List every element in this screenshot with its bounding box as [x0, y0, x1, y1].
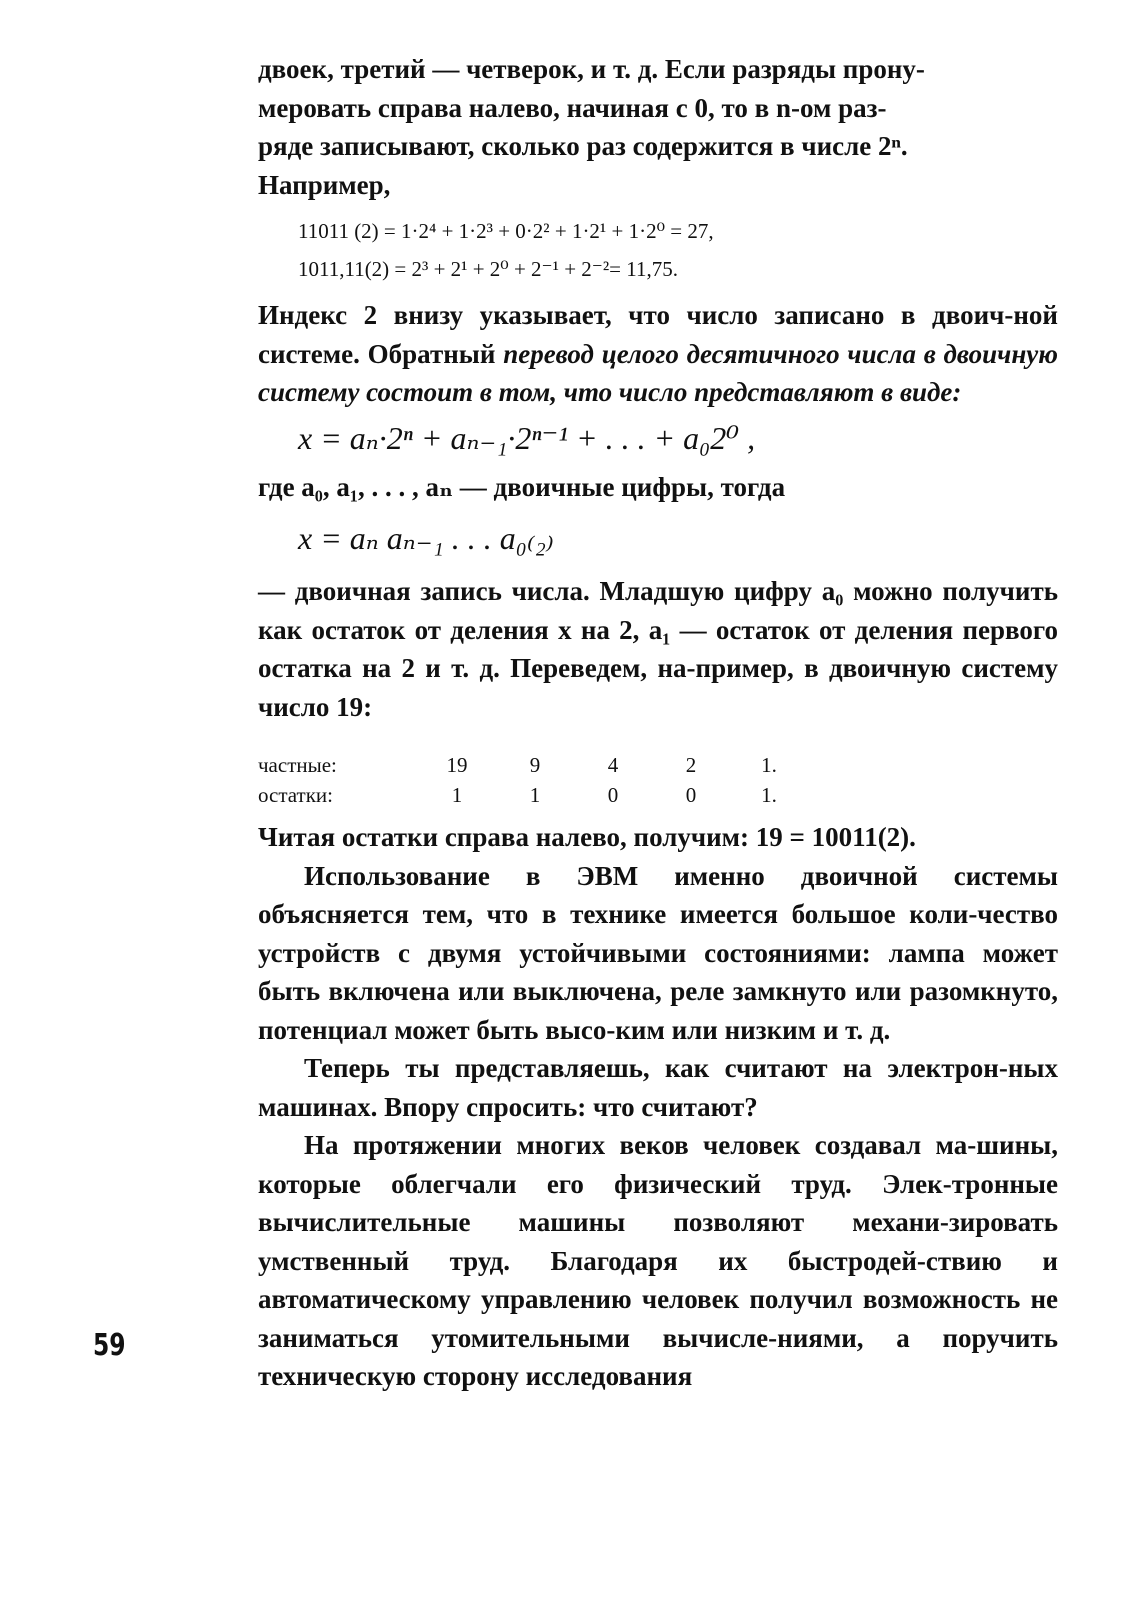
paragraph-binary-in-computers: Использование в ЭВМ именно двоичной системы объясняется тем, что в технике имеется большое коли-чество устройств с двумя устойчивыми состояниями: лампа может быть включена или выключена, реле замкнуто или разомкнуто, потенциал может быть высо-ким или низким и т. д. — [258, 860, 1058, 1045]
table-cell: 1 — [451, 783, 463, 807]
row-label: частные: — [258, 753, 337, 777]
row-label: остатки: — [258, 783, 334, 807]
paragraph-text: Индекс 2 внизу указывает, что число записано в двоич-ной системе. Обратный — [258, 300, 1058, 369]
table-cell: 4 — [607, 753, 619, 777]
text-line: Например, — [258, 169, 391, 200]
table-cell: 0 — [607, 783, 619, 807]
paragraph-binary-intro — [258, 50, 1058, 204]
table-cell: 1. — [761, 783, 777, 807]
paragraph-index-explanation — [258, 296, 1058, 412]
formula-polynomial: x = aₙ·2ⁿ + aₙ₋₁·2ⁿ⁻¹ + . . . + a₀2⁰ , — [298, 419, 756, 456]
paragraph-reading-remainders: Читая остатки справа налево, получим: 19 = 10011(2). — [258, 822, 916, 852]
paragraph-binary-record: — двоичная запись числа. Младшую цифру a₀ можно получить как остаток от деления x на 2, a₁ — остаток от деления первого остатка на 2 и т. д. Переведем, на-пример, в двоичную систему число 19: — [258, 576, 1058, 722]
table-cell: 1. — [761, 753, 777, 777]
formula-1011-11: 1011,11(2) = 2³ + 2¹ + 2⁰ + 2⁻¹ + 2⁻²= 11,75. — [298, 257, 678, 281]
division-table — [258, 750, 808, 810]
italic-emphasis: перевод целого десятичного числа в двоичную систему состоит в том, что число представляют в виде: — [258, 338, 1059, 407]
text-line: ряде записывают, сколько раз содержится в числе 2ⁿ. — [258, 131, 908, 161]
paragraph-machines-history: На протяжении многих веков человек создавал ма-шины, которые облегчали его физический труд. Элек-тронные вычислительные машины позволяют механи-зировать умственный труд. Благодаря их быстродей-ствию и автоматическому управлению человек получил возможность не заниматься утомительными вычисле-ниями, а поручить техническую сторону исследования — [258, 1130, 1058, 1391]
page-body — [258, 50, 1058, 1396]
paragraph-what-they-count: Теперь ты представляешь, как считают на электрон-ных машинах. Впору спросить: что считают? — [258, 1053, 1058, 1122]
table-cell: 19 — [446, 753, 468, 777]
table-row — [258, 750, 808, 780]
page-number: 59 — [93, 1328, 126, 1363]
table-cell: 0 — [685, 783, 697, 807]
text-line: двоек, третий — четверок, и т. д. Если разряды прону- — [258, 54, 925, 84]
table-cell: 9 — [529, 753, 541, 777]
text-line: меровать справа налево, начиная с 0, то в n-ом раз- — [258, 92, 887, 123]
table-cell: 1 — [529, 783, 541, 807]
table-cell: 2 — [685, 753, 697, 777]
formula-11011: 11011 (2) = 1·2⁴ + 1·2³ + 0·2² + 1·2¹ + 1·2⁰ = 27, — [298, 219, 714, 243]
where-line: где a₀, a₁, . . . , aₙ — двоичные цифры, тогда — [258, 471, 786, 502]
formula-binary-record: x = aₙ aₙ₋₁ . . . a₀₍₂₎ — [298, 520, 554, 556]
table-row — [258, 780, 808, 810]
